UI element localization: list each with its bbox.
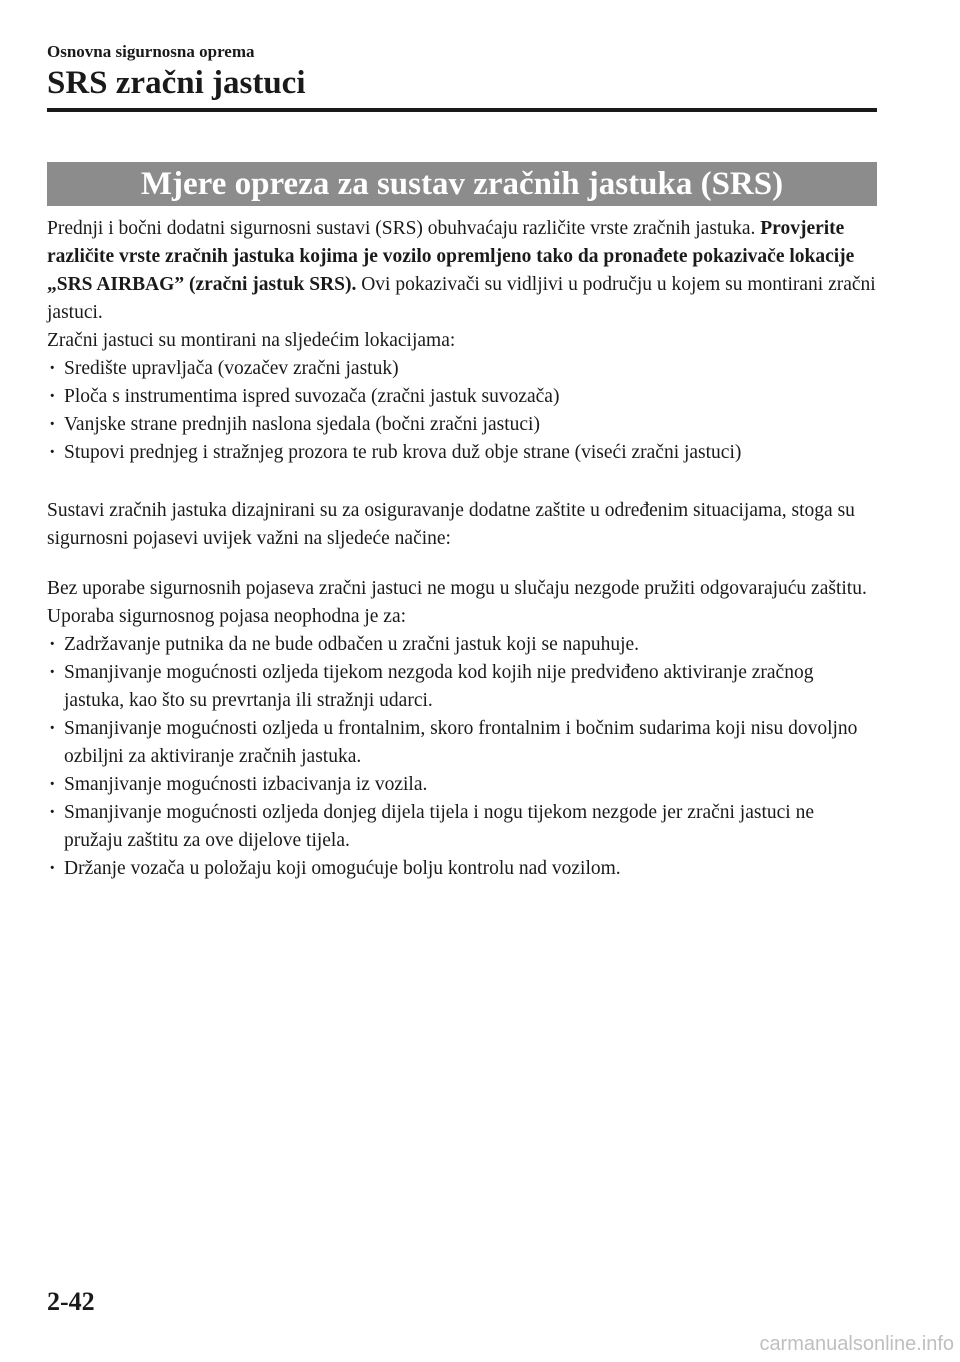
page-number: 2-42 xyxy=(47,1287,95,1316)
list-item: · Središte upravljača (vozačev zračni jastuk) xyxy=(47,355,877,383)
list-item: · Smanjivanje mogućnosti izbacivanja iz vozila. xyxy=(47,771,877,799)
list-item: · Držanje vozača u položaju koji omogućuje bolju kontrolu nad vozilom. xyxy=(47,855,877,883)
list-item: · Vanjske strane prednjih naslona sjedala (bočni zračni jastuci) xyxy=(47,411,877,439)
seatbelt-reasons-list xyxy=(47,631,877,883)
watermark: carmanualsonline.info xyxy=(759,1333,954,1355)
list-item: · Stupovi prednjeg i stražnjeg prozora te rub krova duž obje strane (viseći zračni jastuci) xyxy=(47,439,877,467)
list-item: · Smanjivanje mogućnosti ozljeda donjeg dijela tijela i nogu tijekom nezgode jer zračni jastuci ne pružaju zaštitu za ove dijelove tijela. xyxy=(47,799,877,855)
intro-paragraph xyxy=(47,215,877,327)
content-body xyxy=(47,215,877,883)
intro-rest-text: Ovi pokazivači su vidljivi u području u kojem su montirani zračni jastuci. xyxy=(47,274,876,323)
section-banner: Mjere opreza za sustav zračnih jastuka (SRS) xyxy=(47,162,877,206)
list-item: · Ploča s instrumentima ispred suvozača (zračni jastuk suvozača) xyxy=(47,383,877,411)
locations-lead: Zračni jastuci su montirani na sljedećim lokacijama: xyxy=(47,330,456,351)
protection-paragraph: Sustavi zračnih jastuka dizajnirani su za osiguravanje dodatne zaštite u određenim situacijama, stoga su sigurnosni pojasevi uvijek važni na sljedeće načine: xyxy=(47,500,855,549)
intro-text: Prednji i bočni dodatni sigurnosni sustavi (SRS) obuhvaćaju različite vrste zračnih jastuka. xyxy=(47,218,761,239)
page-title: SRS zračni jastuci xyxy=(47,65,306,101)
list-item: · Zadržavanje putnika da ne bude odbačen u zračni jastuk koji se napuhuje. xyxy=(47,631,877,659)
list-item: · Smanjivanje mogućnosti ozljeda tijekom nezgoda kod kojih nije predviđeno aktiviranje zračnog jastuka, kao što su prevrtanja ili stražnji udarci. xyxy=(47,659,877,715)
locations-list xyxy=(47,355,877,467)
intro-bold-text: Provjerite različite vrste zračnih jastuka kojima je vozilo opremljeno tako da pronađete pokazivače lokacije „SRS AIRBAG” (zračni jastuk SRS). xyxy=(47,218,855,295)
seatbelt-paragraph: Bez uporabe sigurnosnih pojaseva zračni jastuci ne mogu u slučaju nezgode pružiti odgovarajuću zaštitu. Uporaba sigurnosnog pojasa neophodna je za: xyxy=(47,578,867,627)
section-label: Osnovna sigurnosna oprema xyxy=(47,42,255,61)
list-item: · Smanjivanje mogućnosti ozljeda u frontalnim, skoro frontalnim i bočnim sudarima koji nisu dovoljno ozbiljni za aktiviranje zračnih jastuka. xyxy=(47,715,877,771)
header-divider xyxy=(47,108,877,112)
